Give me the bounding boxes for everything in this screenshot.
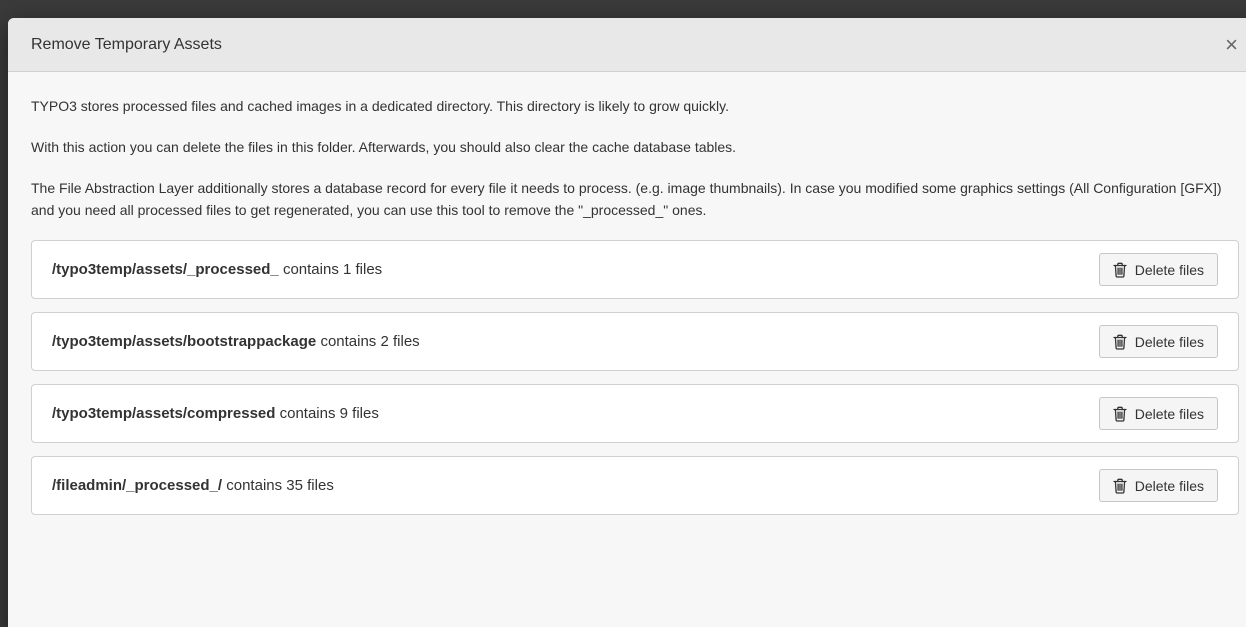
file-count-text: contains 2 files [320, 333, 420, 350]
file-count-text: contains 9 files [279, 405, 379, 422]
file-count-text: contains 1 files [282, 261, 383, 278]
delete-files-button[interactable] [1099, 253, 1218, 286]
folder-description [52, 477, 334, 494]
delete-files-button[interactable] [1099, 397, 1218, 430]
asset-folder-list [31, 240, 1239, 515]
folder-path: /typo3temp/assets/_processed_ [52, 261, 279, 278]
intro-paragraph: TYPO3 stores processed files and cached images in a dedicated directory. This directory is likely to grow quickly. [31, 98, 729, 114]
close-icon[interactable]: × [1225, 31, 1238, 57]
asset-folder-row [31, 384, 1239, 443]
modal-header [8, 18, 1246, 72]
folder-description [52, 261, 382, 278]
modal-body [8, 72, 1246, 551]
trash-icon [1113, 262, 1127, 278]
asset-folder-row [31, 312, 1239, 371]
trash-icon [1113, 334, 1127, 350]
trash-icon [1113, 406, 1127, 422]
modal-title: Remove Temporary Assets [31, 35, 222, 53]
delete-files-label: Delete files [1134, 477, 1204, 494]
remove-temporary-assets-modal [8, 18, 1246, 627]
delete-files-label: Delete files [1134, 405, 1204, 422]
folder-path: /typo3temp/assets/bootstrappackage [52, 333, 317, 350]
folder-path: /fileadmin/_processed_/ [52, 477, 223, 494]
delete-files-label: Delete files [1134, 333, 1204, 350]
delete-files-button[interactable] [1099, 325, 1218, 358]
asset-folder-row [31, 456, 1239, 515]
folder-description [52, 333, 420, 350]
delete-files-label: Delete files [1134, 261, 1204, 278]
folder-description [52, 405, 379, 422]
folder-path: /typo3temp/assets/compressed [52, 405, 276, 422]
file-count-text: contains 35 files [226, 477, 334, 494]
fal-paragraph: The File Abstraction Layer additionally stores a database record for every file it needs to process. (e.g. image thumbnails). In case you modified some graphics settings (All Configuration [GFX]) and you need all processed files to get regenerated, you can use this tool to remove the "_processed_" ones. [31, 180, 1222, 218]
delete-files-button[interactable] [1099, 469, 1218, 502]
asset-folder-row [31, 240, 1239, 299]
action-paragraph: With this action you can delete the files in this folder. Afterwards, you should also clear the cache database tables. [31, 139, 737, 155]
trash-icon [1113, 478, 1127, 494]
